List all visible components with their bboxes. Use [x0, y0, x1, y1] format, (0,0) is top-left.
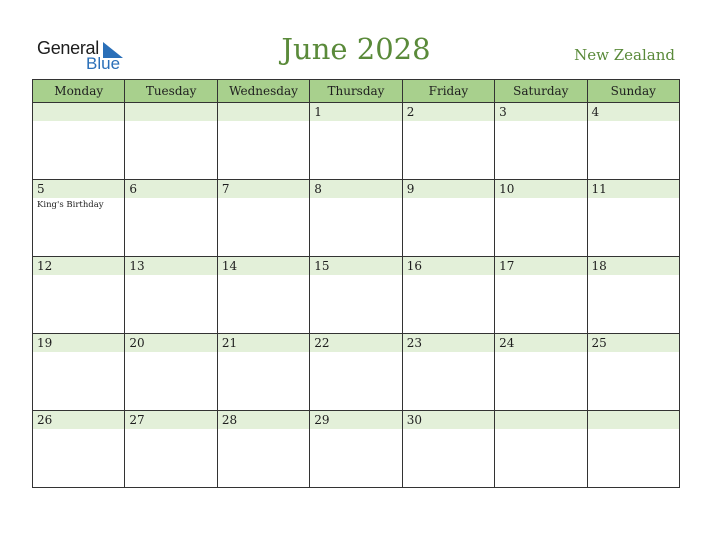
day-number: 2 [406, 105, 415, 119]
day-cell [495, 334, 587, 411]
day-cell-header [310, 103, 401, 121]
day-number: 17 [499, 259, 515, 273]
day-cell [310, 257, 402, 334]
day-number: 3 [499, 105, 507, 119]
day-cell [402, 411, 494, 488]
day-cell-header [495, 411, 586, 429]
weekday-monday: Monday [33, 80, 125, 103]
day-cell-header [403, 257, 494, 275]
day-cell-header [588, 257, 679, 275]
day-cell [402, 334, 494, 411]
day-cell-header [218, 334, 309, 352]
day-number: 12 [37, 259, 53, 273]
day-number: 24 [499, 336, 515, 350]
day-cell [587, 334, 679, 411]
day-cell-header [403, 334, 494, 352]
week-row [33, 103, 680, 180]
day-cell-header [218, 180, 309, 198]
country-label: New Zealand [574, 46, 675, 64]
day-number: 20 [129, 336, 145, 350]
day-cell-header [33, 411, 124, 429]
day-cell-header [33, 334, 124, 352]
day-number: 15 [314, 259, 330, 273]
day-cell-header [403, 180, 494, 198]
logo-text-blue: Blue [86, 54, 121, 73]
calendar-grid [32, 79, 680, 488]
day-cell [402, 103, 494, 180]
day-cell [402, 180, 494, 257]
day-cell-header [588, 334, 679, 352]
day-cell [495, 103, 587, 180]
day-cell-header [495, 103, 586, 121]
day-cell-header [125, 180, 216, 198]
day-number: 28 [221, 413, 238, 427]
weekday-wednesday: Wednesday [217, 80, 309, 103]
day-cell-header [33, 257, 124, 275]
day-number: 9 [406, 182, 415, 196]
day-cell-header [218, 411, 309, 429]
day-number: 14 [221, 259, 238, 273]
day-cell [587, 257, 679, 334]
day-cell [217, 103, 309, 180]
weekday-friday: Friday [402, 80, 494, 103]
day-number: 11 [591, 182, 607, 196]
day-cell [495, 180, 587, 257]
week-row [33, 180, 680, 257]
day-cell [125, 411, 217, 488]
day-number: 27 [129, 413, 145, 427]
day-cell [495, 257, 587, 334]
day-cell [402, 257, 494, 334]
day-cell [33, 334, 125, 411]
day-number: 22 [314, 336, 330, 350]
day-cell-header [588, 411, 679, 429]
day-cell [125, 103, 217, 180]
day-cell-header [403, 103, 494, 121]
day-cell-header [588, 103, 679, 121]
day-number: 23 [406, 336, 422, 350]
day-number: 4 [591, 105, 600, 119]
day-cell [217, 411, 309, 488]
weekday-tuesday: Tuesday [125, 80, 217, 103]
day-cell [33, 180, 125, 257]
page-title: June 2028 [281, 32, 431, 66]
day-cell [217, 334, 309, 411]
day-cell-header [403, 411, 494, 429]
day-cell-header [125, 334, 216, 352]
day-number: 10 [499, 182, 515, 196]
day-cell [495, 411, 587, 488]
day-cell-header [310, 257, 401, 275]
day-cell [33, 257, 125, 334]
weekday-sunday: Sunday [587, 80, 679, 103]
day-cell-header [125, 103, 216, 121]
day-cell-header [125, 257, 216, 275]
day-number: 30 [406, 413, 422, 427]
day-cell-header [310, 180, 401, 198]
day-cell-header [218, 103, 309, 121]
day-cell-header [33, 103, 124, 121]
day-cell [310, 103, 402, 180]
day-cell-header [588, 180, 679, 198]
week-row [33, 334, 680, 411]
day-cell-header [33, 180, 124, 198]
day-number: 6 [129, 182, 138, 196]
day-number: 19 [37, 336, 53, 350]
day-cell [33, 103, 125, 180]
weekday-header-row [33, 80, 680, 103]
day-cell-header [495, 180, 586, 198]
day-cell [125, 257, 217, 334]
day-cell [310, 180, 402, 257]
day-number: 16 [406, 259, 422, 273]
day-cell [217, 180, 309, 257]
day-cell-header [218, 257, 309, 275]
day-number: 18 [591, 259, 607, 273]
day-number: 21 [221, 336, 238, 350]
weekday-thursday: Thursday [310, 80, 402, 103]
day-number: 8 [314, 182, 322, 196]
day-cell [587, 411, 679, 488]
day-cell-header [310, 411, 401, 429]
day-cell [125, 180, 217, 257]
day-cell [310, 334, 402, 411]
day-cell [33, 411, 125, 488]
week-row [33, 411, 680, 488]
day-cell-header [310, 334, 401, 352]
day-cell [310, 411, 402, 488]
day-cell [587, 103, 679, 180]
day-cell [217, 257, 309, 334]
week-row [33, 257, 680, 334]
day-cell-header [125, 411, 216, 429]
day-cell-header [495, 334, 586, 352]
day-number: 13 [129, 259, 145, 273]
holiday-label: King's Birthday [37, 200, 104, 210]
day-number: 5 [37, 182, 45, 196]
day-cell [125, 334, 217, 411]
weekday-saturday: Saturday [495, 80, 587, 103]
day-number: 25 [591, 336, 607, 350]
day-number: 1 [314, 105, 322, 119]
day-number: 29 [314, 413, 330, 427]
day-cell-header [495, 257, 586, 275]
logo-text-general: General [37, 38, 99, 58]
day-number: 26 [37, 413, 53, 427]
day-cell [587, 180, 679, 257]
day-number: 7 [221, 182, 230, 196]
calendar-body [33, 103, 680, 488]
